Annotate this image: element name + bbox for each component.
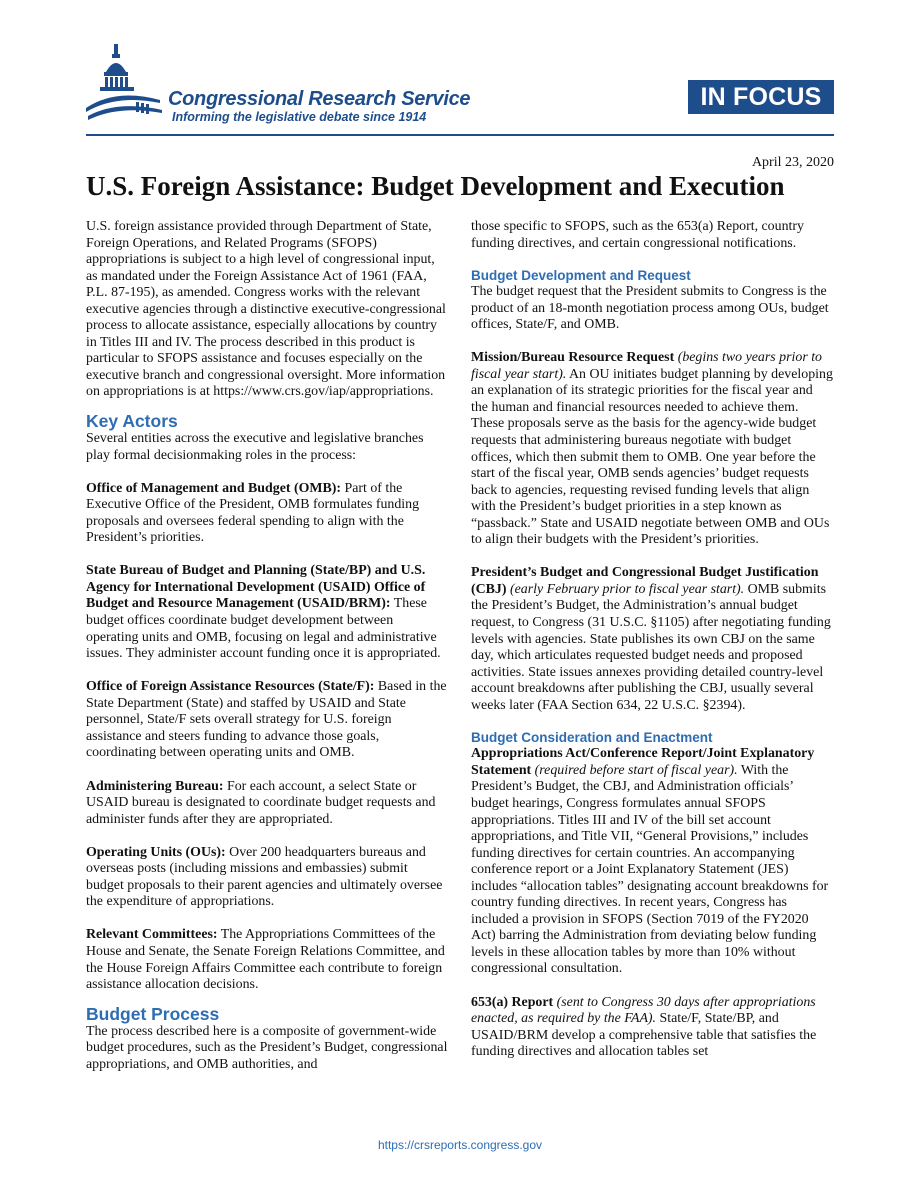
section-heading-key-actors: Key Actors: [86, 411, 178, 432]
actor-ab-text: For each account, a select State or USAID bureau is designated to coordinate budget requests and administer funds after they are appropriated.: [86, 778, 436, 827]
actor-bp-text: These budget offices coordinate budget development between operating units and OMB, focusing on legal and administrative issues. They administer account funding once it is appropriated.: [86, 596, 441, 662]
budget-development-text: The budget request that the President submits to Congress is the product of an 18-month negotiation process among OUs, budget offices, State/F, and OMB.: [471, 284, 829, 333]
intro-paragraph: U.S. foreign assistance provided through Department of State, Foreign Operations, and Related Programs (SFOPS) appropriations is subject to a high level of congressional input, as mandated under the Foreign Assistance Act of 1961 (FAA, P.L. 87-195), as amended. Congress works with the relevant executive agencies through a distinctive executive-congressional process to allocate assistance, especially allocations by country in Titles III and IV. The process described in this product is particular to SFOPS assistance and focuses especially on the executive branch and congressional oversight. More information on appropriations is at https://www.crs.gov/iap/appropriations.: [86, 219, 446, 400]
actor-operating-units: [86, 845, 448, 911]
actor-ab-lead: Administering Bureau:: [86, 778, 224, 794]
actor-rc-text: The Appropriations Committees of the House and Senate, the Senate Foreign Relations Committee, and the House Foreign Affairs Committee each contribute to foreign assistance allocation decisions.: [86, 927, 445, 993]
actor-ou-text: Over 200 headquarters bureaus and overseas posts (including missions and embassies) submit budget proposals to their parent agencies and ultimately oversee the expenditure of appropriations.: [86, 844, 443, 910]
actor-budget-offices: [86, 563, 448, 662]
actor-state-f: [86, 679, 448, 762]
step-aa-note: (required before start of fiscal year).: [531, 762, 738, 778]
step-653a-report: [471, 995, 833, 1061]
step-653-lead: 653(a) Report: [471, 994, 554, 1010]
subheading-budget-development: Budget Development and Request: [471, 268, 691, 284]
step-mbr-lead: Mission/Bureau Resource Request: [471, 350, 675, 366]
step-mbr-note: (begins two years prior to fiscal year start).: [471, 350, 822, 382]
subheading-budget-consideration: Budget Consideration and Enactment: [471, 730, 713, 746]
step-pb-lead: President’s Budget and Congressional Budget Justification (CBJ): [471, 565, 819, 597]
continuation-paragraph: those specific to SFOPS, such as the 653(a) Report, country funding directives, and certain congressional notifications.: [471, 219, 804, 251]
step-mbr-text: An OU initiates budget planning by developing an explanation of its strategic priorities for the fiscal year and the human and financial resources needed to achieve them. These proposals serve as the basis for the agency-wide budget requests that administering bureaus negotiate with budget offices, which then submit them to OMB. One year before the start of the fiscal year, OMB sends agencies’ budget requests back to agencies, requesting revised funding levels that align with the President’s budget priorities in a step known as “passback.” State and USAID negotiate between OMB and OUs to align their budgets with the President’s priorities.: [471, 366, 833, 548]
step-653-text: State/F, State/BP, and USAID/BRM develop a comprehensive table that satisfies the funding directives and allocation tables set: [471, 1011, 817, 1060]
capitol-dome-icon: [86, 42, 166, 130]
footer-link[interactable]: https://crsreports.congress.gov: [377, 1138, 543, 1152]
page-title: U.S. Foreign Assistance: Budget Development and Execution: [86, 171, 785, 201]
actor-sf-text: Based in the State Department (State) and staffed by USAID and State personnel, State/F sets overall strategy for U.S. foreign assistance and steers funding to advance those goals, coordinating between operating units and OMB.: [86, 679, 447, 761]
actor-omb-text: Part of the Executive Office of the President, OMB formulates funding proposals and oversees federal spending to align with the President’s priorities.: [86, 480, 420, 546]
step-aa-text: With the President’s Budget, the CBJ, and Administration officials’ budget hearings, Congress formulates annual SFOPS appropriations. Titles III and IV of the bill set account appropriations, and Title VII, “General Provisions,” includes funding directives for certain countries. An accompanying conference report or a Joint Explanatory Statement (JES) includes “allocation tables” designating account breakdowns for country funding directives. In recent years, Congress has included a provision in SFOPS (Section 7019 of the FY2020 Act) barring the Administration from deviating below funding levels in these allocation tables by more than 10% without congressional consultation.: [471, 762, 829, 977]
right-column: [471, 219, 833, 1061]
section-heading-budget-process: Budget Process: [86, 1003, 220, 1024]
publication-date: April 23, 2020: [751, 155, 834, 170]
in-focus-badge: IN FOCUS: [688, 80, 834, 114]
step-653-note: (sent to Congress 30 days after appropriations enacted, as required by the FAA).: [471, 994, 816, 1027]
actor-omb: [86, 481, 448, 547]
step-mission-bureau-request: [471, 350, 833, 549]
actor-ou-lead: Operating Units (OUs):: [86, 844, 226, 860]
step-pb-note: (early February prior to fiscal year start).: [506, 581, 745, 597]
org-tagline: Informing the legislative debate since 1914: [172, 110, 427, 124]
actor-bp-lead: State Bureau of Budget and Planning (State/BP) and U.S. Agency for International Development (USAID) Office of Budget and Resource Management (USAID/BRM):: [86, 563, 426, 612]
step-appropriations-act: [471, 746, 833, 978]
step-presidents-budget: [471, 565, 833, 714]
step-pb-text: OMB submits the President’s Budget, the Administration’s annual budget request, to Congress (31 U.S.C. §1105) after negotiating funding levels with agencies. State publishes its own CBJ on the same day, which articulates requested budget needs and proposed activities. State issues annexes providing detailed country-level account breakdowns after publishing the CBJ, usually several weeks later (FAA Section 634, 22 U.S.C. §2394).: [471, 581, 831, 713]
key-actors-intro: Several entities across the executive and legislative branches play formal decisionmaking roles in the process:: [86, 431, 424, 463]
actor-omb-lead: Office of Management and Budget (OMB):: [86, 480, 342, 496]
budget-process-text: The process described here is a composite of government-wide budget procedures, such as the President’s Budget, congressional appropriations, and OMB authorities, and: [86, 1023, 448, 1072]
step-aa-lead: Appropriations Act/Conference Report/Joint Explanatory Statement: [471, 746, 815, 778]
actor-sf-lead: Office of Foreign Assistance Resources (State/F):: [86, 679, 375, 695]
header-rule: [86, 134, 834, 136]
actor-administering-bureau: [86, 779, 448, 829]
left-column: [86, 219, 448, 1073]
actor-rc-lead: Relevant Committees:: [86, 927, 218, 943]
org-name: Congressional Research Service: [168, 88, 471, 110]
actor-relevant-committees: [86, 927, 448, 993]
